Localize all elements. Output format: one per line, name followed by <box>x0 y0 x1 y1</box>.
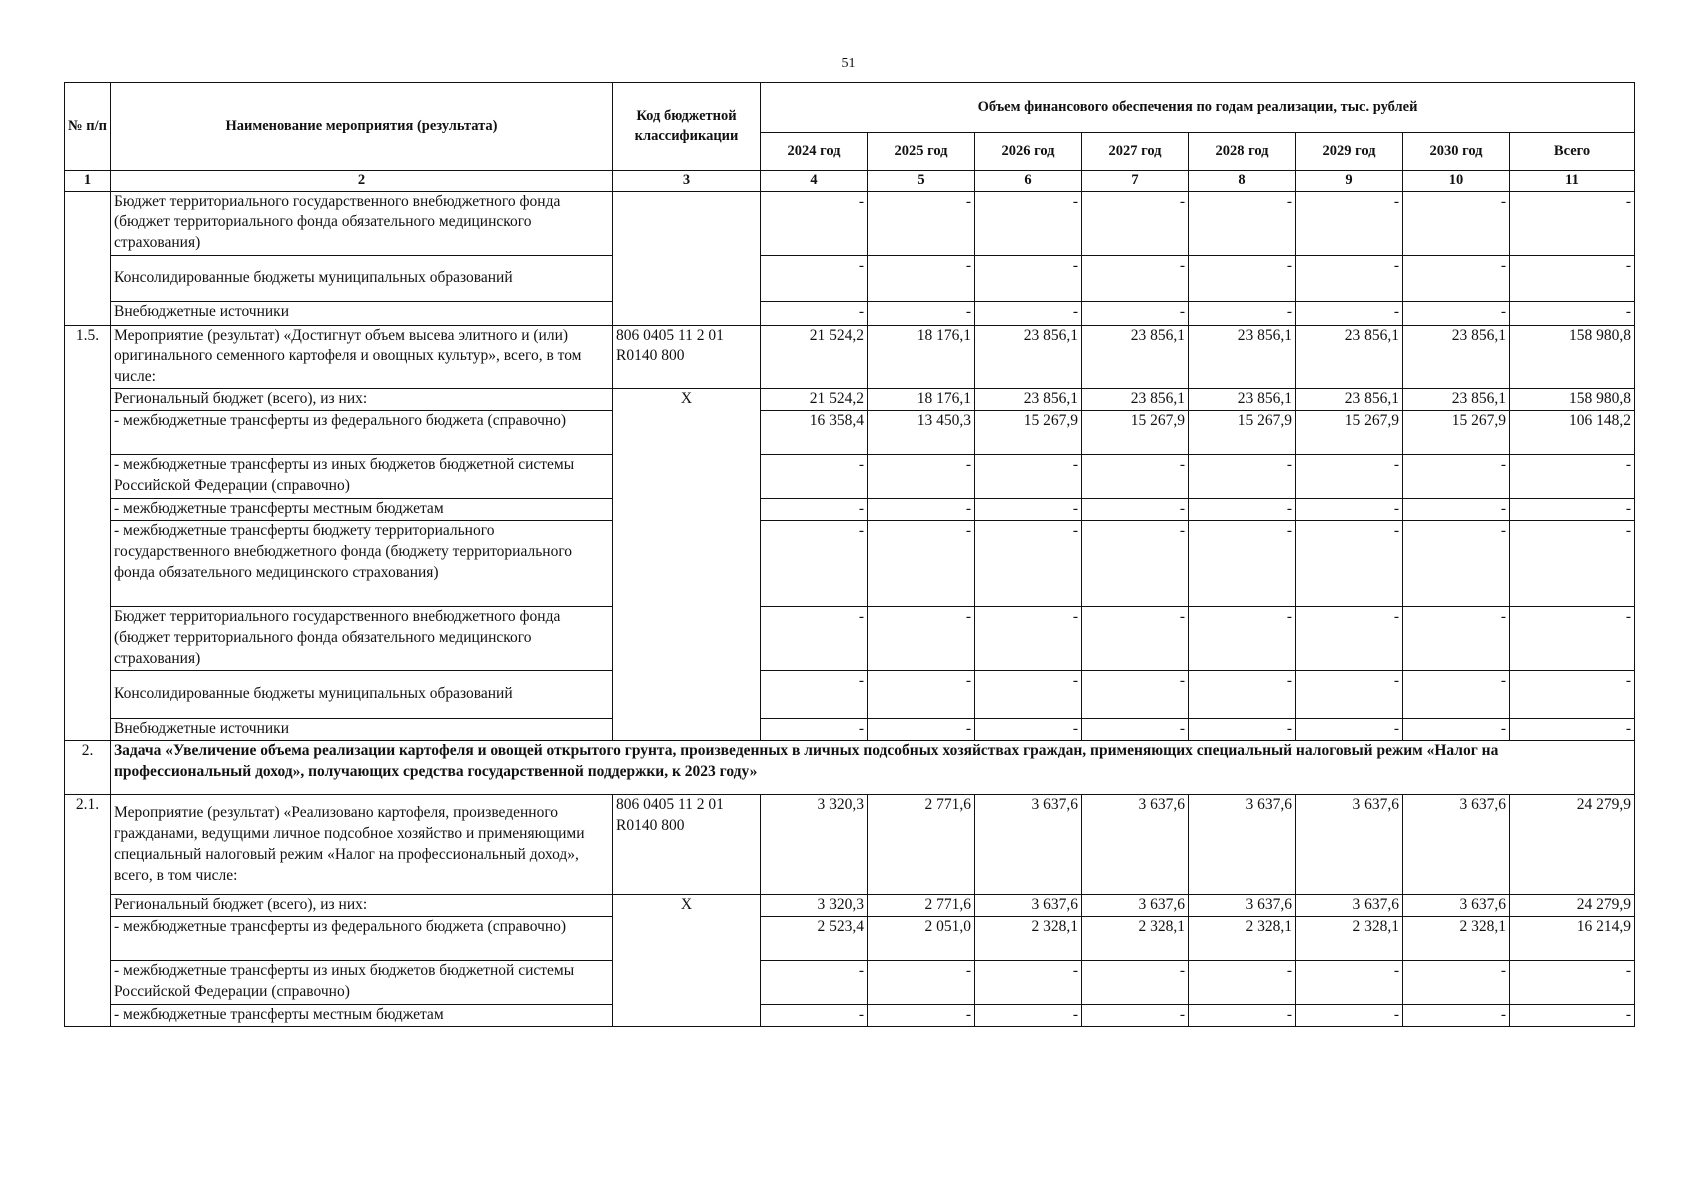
table-row <box>65 255 1635 301</box>
header-year-0: 2024 год <box>761 133 868 171</box>
table-row <box>65 917 1635 961</box>
value-cell: - <box>1510 521 1635 607</box>
value-cell: - <box>1082 607 1189 671</box>
row-name: - межбюджетные трансферты местным бюджетам <box>111 1005 613 1027</box>
row-name: - межбюджетные трансферты бюджету территориального государственного внебюджетного фонда (бюджету территориального фонда обязательного медицинского страхования) <box>111 521 613 607</box>
value-cell: - <box>868 499 975 521</box>
value-cell: 2 328,1 <box>1296 917 1403 961</box>
row-name: - межбюджетные трансферты из иных бюджетов бюджетной системы Российской Федерации (справочно) <box>111 455 613 499</box>
header-volume: Объем финансового обеспечения по годам реализации, тыс. рублей <box>761 83 1635 133</box>
value-cell: - <box>1296 499 1403 521</box>
value-cell: 24 279,9 <box>1510 895 1635 917</box>
header-index-0: 1 <box>65 171 111 192</box>
value-cell: 23 856,1 <box>1189 389 1296 411</box>
row-name: Бюджет территориального государственного внебюджетного фонда (бюджет территориального фонда обязательного медицинского страхования) <box>111 191 613 255</box>
value-cell: - <box>868 301 975 325</box>
value-cell: - <box>1189 607 1296 671</box>
value-cell: - <box>868 961 975 1005</box>
table-row <box>65 719 1635 741</box>
value-cell: 3 320,3 <box>761 795 868 895</box>
value-cell: - <box>1189 1005 1296 1027</box>
value-cell: - <box>761 1005 868 1027</box>
value-cell: 23 856,1 <box>1189 325 1296 389</box>
value-cell: - <box>1510 455 1635 499</box>
value-cell: - <box>1510 961 1635 1005</box>
value-cell: - <box>1189 499 1296 521</box>
value-cell: 3 637,6 <box>1082 795 1189 895</box>
table-row <box>65 671 1635 719</box>
value-cell: 23 856,1 <box>1082 325 1189 389</box>
header-index-7: 8 <box>1189 171 1296 192</box>
value-cell: 3 637,6 <box>1296 895 1403 917</box>
value-cell: 3 320,3 <box>761 895 868 917</box>
value-cell: - <box>1296 961 1403 1005</box>
value-cell: 2 523,4 <box>761 917 868 961</box>
header-year-1: 2025 год <box>868 133 975 171</box>
row-name: Бюджет территориального государственного внебюджетного фонда (бюджет территориального фонда обязательного медицинского страхования) <box>111 607 613 671</box>
value-cell: 13 450,3 <box>868 411 975 455</box>
value-cell: 23 856,1 <box>1403 325 1510 389</box>
value-cell: - <box>1082 961 1189 1005</box>
value-cell: 106 148,2 <box>1510 411 1635 455</box>
value-cell: - <box>1189 301 1296 325</box>
header-index-9: 10 <box>1403 171 1510 192</box>
header-index-1: 2 <box>111 171 613 192</box>
value-cell: - <box>1403 255 1510 301</box>
value-cell: - <box>1403 671 1510 719</box>
value-cell: - <box>1082 191 1189 255</box>
value-cell: - <box>975 191 1082 255</box>
value-cell: - <box>868 719 975 741</box>
value-cell: - <box>1403 499 1510 521</box>
value-cell: 23 856,1 <box>975 389 1082 411</box>
table-row <box>65 301 1635 325</box>
header-year-2: 2026 год <box>975 133 1082 171</box>
value-cell: - <box>1189 961 1296 1005</box>
row-name: - межбюджетные трансферты из иных бюджетов бюджетной системы Российской Федерации (справочно) <box>111 961 613 1005</box>
table-row <box>65 795 1635 895</box>
value-cell: - <box>1296 521 1403 607</box>
table-row <box>65 961 1635 1005</box>
value-cell: 3 637,6 <box>1403 795 1510 895</box>
value-cell: 3 637,6 <box>975 895 1082 917</box>
value-cell: - <box>975 961 1082 1005</box>
value-cell: - <box>868 455 975 499</box>
task-number: 2. <box>65 741 111 795</box>
value-cell: - <box>761 255 868 301</box>
value-cell: 2 051,0 <box>868 917 975 961</box>
table-row <box>65 455 1635 499</box>
empty-code-cell <box>613 191 761 325</box>
value-cell: - <box>1082 521 1189 607</box>
value-cell: 2 328,1 <box>1403 917 1510 961</box>
header-year-5: 2029 год <box>1296 133 1403 171</box>
table-row <box>65 411 1635 455</box>
value-cell: - <box>975 499 1082 521</box>
budget-code: 806 0405 11 2 01 R0140 800 <box>613 325 761 389</box>
value-cell: 15 267,9 <box>1403 411 1510 455</box>
table-row <box>65 325 1635 389</box>
table-row <box>65 389 1635 411</box>
value-cell: - <box>1082 499 1189 521</box>
value-cell: - <box>1403 961 1510 1005</box>
value-cell: - <box>1189 671 1296 719</box>
value-cell: - <box>975 719 1082 741</box>
value-cell: - <box>975 607 1082 671</box>
value-cell: 2 328,1 <box>975 917 1082 961</box>
row-number: 1.5. <box>65 325 111 741</box>
value-cell: - <box>1403 719 1510 741</box>
value-cell: - <box>1510 671 1635 719</box>
header-index-4: 5 <box>868 171 975 192</box>
header-index-8: 9 <box>1296 171 1403 192</box>
value-cell: - <box>1403 455 1510 499</box>
value-cell: - <box>975 455 1082 499</box>
header-year-4: 2028 год <box>1189 133 1296 171</box>
value-cell: 15 267,9 <box>1082 411 1189 455</box>
value-cell: 18 176,1 <box>868 325 975 389</box>
value-cell: 15 267,9 <box>975 411 1082 455</box>
page-number: 51 <box>841 56 856 71</box>
value-cell: - <box>868 255 975 301</box>
finance-table <box>64 82 1635 1027</box>
header-year-7: Всего <box>1510 133 1635 171</box>
value-cell: - <box>1296 455 1403 499</box>
row-name: Внебюджетные источники <box>111 719 613 741</box>
value-cell: 158 980,8 <box>1510 389 1635 411</box>
table-row <box>65 895 1635 917</box>
value-cell: 23 856,1 <box>1403 389 1510 411</box>
value-cell: 3 637,6 <box>1189 795 1296 895</box>
value-cell: 3 637,6 <box>1403 895 1510 917</box>
value-cell: 2 771,6 <box>868 795 975 895</box>
table-row <box>65 499 1635 521</box>
header-year-6: 2030 год <box>1403 133 1510 171</box>
value-cell: - <box>761 521 868 607</box>
header-index-5: 6 <box>975 171 1082 192</box>
value-cell: 24 279,9 <box>1510 795 1635 895</box>
row-name: Региональный бюджет (всего), из них: <box>111 895 613 917</box>
value-cell: - <box>1510 301 1635 325</box>
value-cell: 21 524,2 <box>761 389 868 411</box>
value-cell: - <box>761 671 868 719</box>
row-name: Мероприятие (результат) «Реализовано картофеля, произведенного гражданами, ведущими личное подсобное хозяйство и применяющими специальный налоговый режим «Налог на профессиональный доход», всего, в том числе: <box>111 795 613 895</box>
header-index-3: 4 <box>761 171 868 192</box>
row-name: Внебюджетные источники <box>111 301 613 325</box>
x-mark: Х <box>613 389 761 741</box>
value-cell: 3 637,6 <box>1189 895 1296 917</box>
value-cell: 23 856,1 <box>1082 389 1189 411</box>
value-cell: - <box>1189 455 1296 499</box>
budget-code: 806 0405 11 2 01 R0140 800 <box>613 795 761 895</box>
row-name: - межбюджетные трансферты местным бюджетам <box>111 499 613 521</box>
value-cell: - <box>1296 191 1403 255</box>
value-cell: 2 328,1 <box>1082 917 1189 961</box>
value-cell: 23 856,1 <box>1296 325 1403 389</box>
task-row <box>65 741 1635 795</box>
row-number: 2.1. <box>65 795 111 1027</box>
value-cell: - <box>1296 301 1403 325</box>
value-cell: 2 328,1 <box>1189 917 1296 961</box>
row-name: - межбюджетные трансферты из федерального бюджета (справочно) <box>111 411 613 455</box>
value-cell: - <box>1296 719 1403 741</box>
row-name: Консолидированные бюджеты муниципальных образований <box>111 255 613 301</box>
value-cell: - <box>761 191 868 255</box>
value-cell: - <box>1510 719 1635 741</box>
value-cell: - <box>975 671 1082 719</box>
value-cell: - <box>1296 607 1403 671</box>
table-row <box>65 191 1635 255</box>
value-cell: - <box>1510 191 1635 255</box>
header-code: Код бюджетной классификации <box>613 83 761 171</box>
value-cell: - <box>868 607 975 671</box>
value-cell: - <box>1082 301 1189 325</box>
value-cell: - <box>1082 719 1189 741</box>
header-index-10: 11 <box>1510 171 1635 192</box>
task-text: Задача «Увеличение объема реализации картофеля и овощей открытого грунта, произведенных в личных подсобных хозяйствах граждан, применяющих специальный налоговый режим «Налог на профессиональный доход», получающих средства государственной поддержки, к 2023 году» <box>111 741 1635 795</box>
value-cell: - <box>868 671 975 719</box>
value-cell: - <box>1189 521 1296 607</box>
header-index-2: 3 <box>613 171 761 192</box>
value-cell: 23 856,1 <box>975 325 1082 389</box>
value-cell: 18 176,1 <box>868 389 975 411</box>
row-name: Консолидированные бюджеты муниципальных образований <box>111 671 613 719</box>
value-cell: - <box>1189 191 1296 255</box>
value-cell: - <box>1296 1005 1403 1027</box>
value-cell: 15 267,9 <box>1296 411 1403 455</box>
table-row <box>65 607 1635 671</box>
value-cell: - <box>975 521 1082 607</box>
value-cell: 16 214,9 <box>1510 917 1635 961</box>
value-cell: - <box>1189 255 1296 301</box>
value-cell: 16 358,4 <box>761 411 868 455</box>
value-cell: - <box>1189 719 1296 741</box>
value-cell: - <box>1296 671 1403 719</box>
row-name: Региональный бюджет (всего), из них: <box>111 389 613 411</box>
value-cell: 15 267,9 <box>1189 411 1296 455</box>
value-cell: - <box>1082 255 1189 301</box>
value-cell: 3 637,6 <box>1296 795 1403 895</box>
value-cell: - <box>1510 607 1635 671</box>
value-cell: - <box>1510 1005 1635 1027</box>
value-cell: - <box>868 191 975 255</box>
header-year-3: 2027 год <box>1082 133 1189 171</box>
value-cell: 158 980,8 <box>1510 325 1635 389</box>
value-cell: - <box>1510 499 1635 521</box>
value-cell: - <box>1403 607 1510 671</box>
value-cell: - <box>761 719 868 741</box>
value-cell: - <box>1082 455 1189 499</box>
header-index-6: 7 <box>1082 171 1189 192</box>
row-name: - межбюджетные трансферты из федерального бюджета (справочно) <box>111 917 613 961</box>
x-mark: Х <box>613 895 761 1027</box>
value-cell: - <box>975 255 1082 301</box>
value-cell: - <box>761 961 868 1005</box>
value-cell: - <box>761 455 868 499</box>
value-cell: - <box>868 521 975 607</box>
table-row <box>65 521 1635 607</box>
value-cell: - <box>975 1005 1082 1027</box>
value-cell: - <box>761 301 868 325</box>
value-cell: - <box>1082 1005 1189 1027</box>
value-cell: 21 524,2 <box>761 325 868 389</box>
value-cell: - <box>1403 521 1510 607</box>
value-cell: - <box>1403 1005 1510 1027</box>
header-name: Наименование мероприятия (результата) <box>111 83 613 171</box>
value-cell: 3 637,6 <box>975 795 1082 895</box>
value-cell: - <box>1082 671 1189 719</box>
row-name: Мероприятие (результат) «Достигнут объем высева элитного и (или) оригинального семенного картофеля и овощных культур», всего, в том числе: <box>111 325 613 389</box>
value-cell: - <box>1510 255 1635 301</box>
value-cell: - <box>761 607 868 671</box>
value-cell: 3 637,6 <box>1082 895 1189 917</box>
value-cell: 2 771,6 <box>868 895 975 917</box>
value-cell: - <box>1403 301 1510 325</box>
value-cell: - <box>1403 191 1510 255</box>
row-number <box>65 191 111 325</box>
value-cell: - <box>1296 255 1403 301</box>
value-cell: 23 856,1 <box>1296 389 1403 411</box>
value-cell: - <box>868 1005 975 1027</box>
table-row <box>65 1005 1635 1027</box>
value-cell: - <box>975 301 1082 325</box>
header-num: № п/п <box>65 83 111 171</box>
value-cell: - <box>761 499 868 521</box>
